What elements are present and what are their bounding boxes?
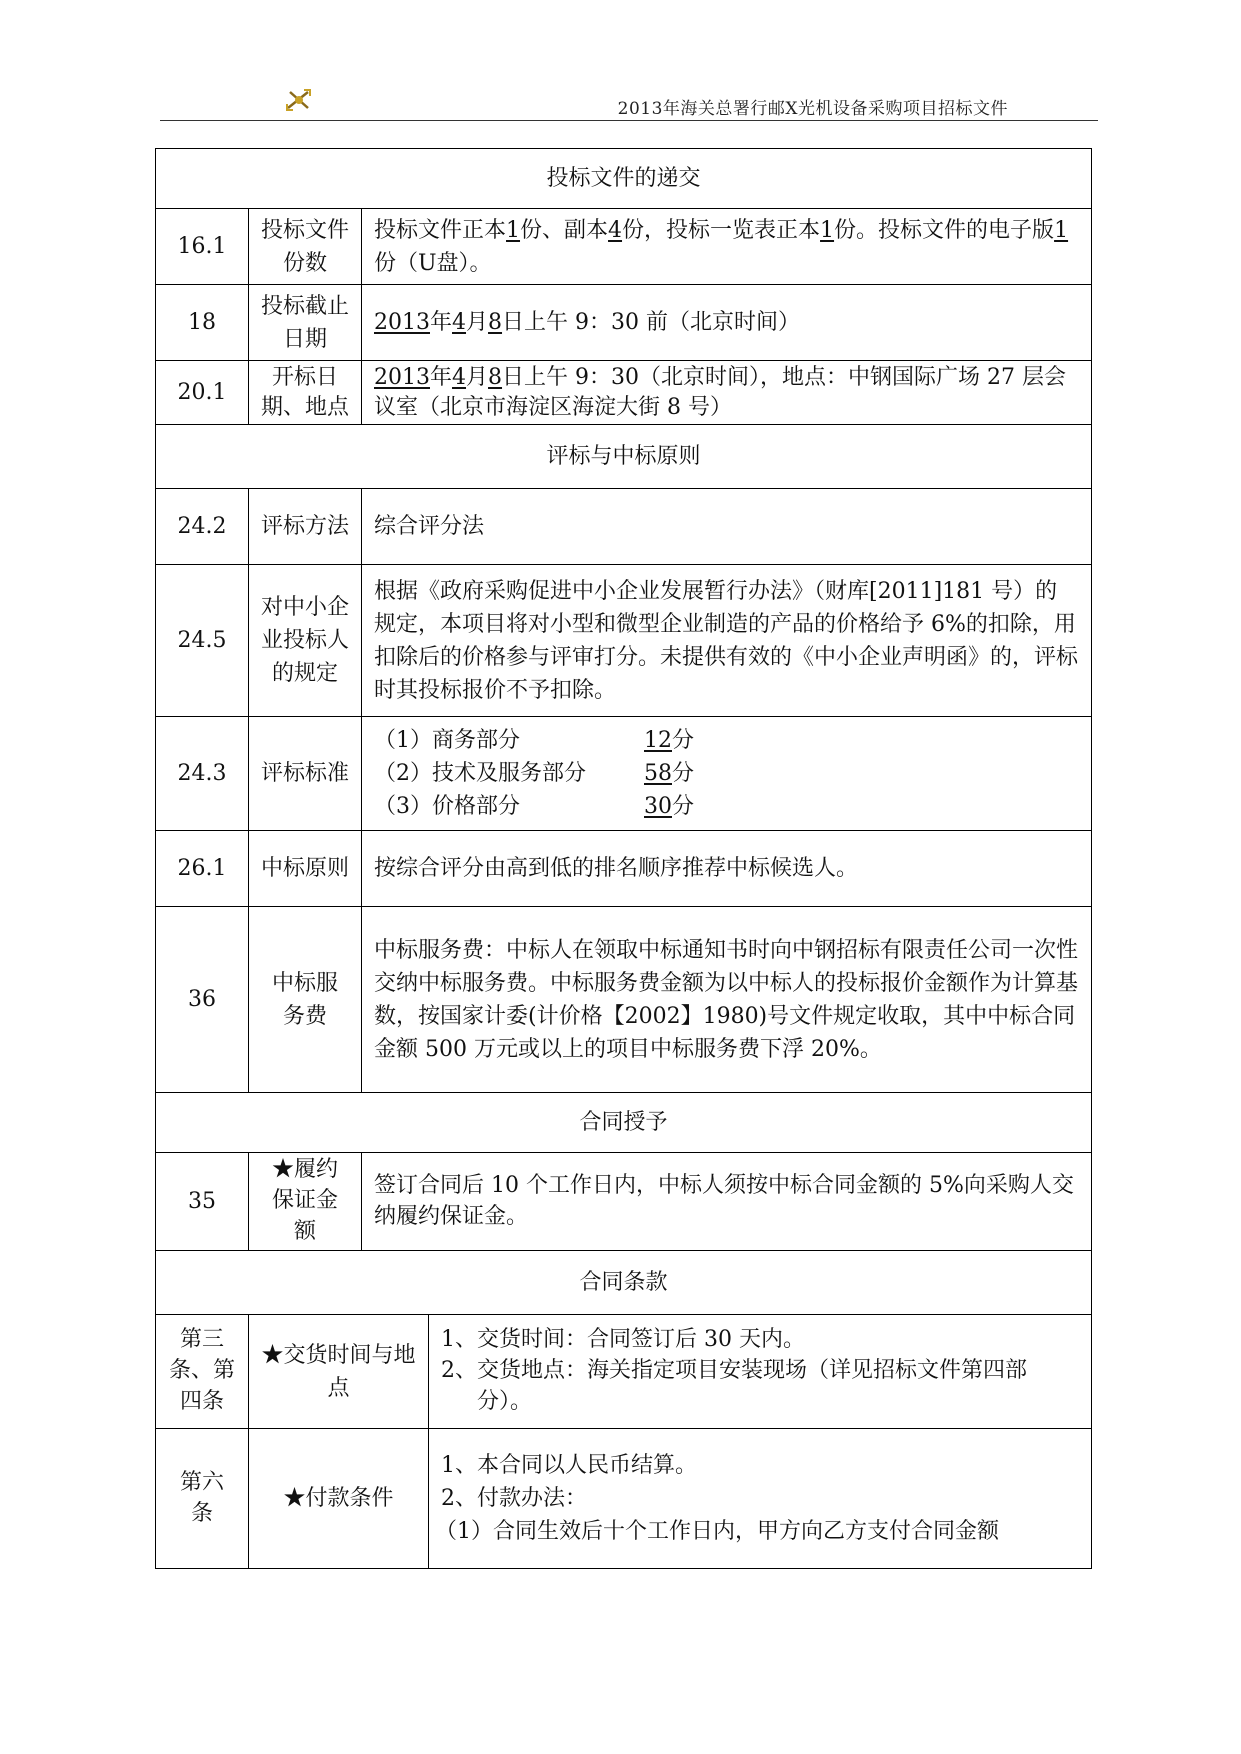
score-unit: 分 <box>672 761 695 786</box>
clause-number: 第三条、第四条 <box>156 1315 249 1429</box>
page-header <box>160 86 1098 121</box>
table-row <box>156 489 1092 565</box>
document-title: 2013年海关总署行邮X光机设备采购项目招标文件 <box>617 99 1008 119</box>
score-item <box>374 757 1079 790</box>
clause-number: 16.1 <box>156 209 249 285</box>
customs-emblem-icon <box>284 86 314 114</box>
table-row <box>156 717 1092 831</box>
clause-content: 签订合同后 10 个工作日内，中标人须按中标合同金额的 5%向采购人交纳履约保证金。 <box>362 1153 1092 1251</box>
clause-number: 第六条 <box>156 1429 249 1569</box>
score-unit: 分 <box>672 794 695 819</box>
clause-label: 中标原则 <box>249 831 362 907</box>
clause-label: 投标文件份数 <box>249 209 362 285</box>
clause-content <box>429 1315 1092 1429</box>
clause-label: ★履约保证金额 <box>249 1153 362 1251</box>
list-item: 2、付款办法： <box>441 1486 587 1511</box>
table-row <box>156 831 1092 907</box>
score-item-name: （3）价格部分 <box>374 794 520 819</box>
list-item: 1、交货时间：合同签订后 30 天内。 <box>441 1327 805 1353</box>
section-heading: 投标文件的递交 <box>156 149 1092 209</box>
section-heading: 评标与中标原则 <box>156 425 1092 489</box>
score-unit: 分 <box>672 728 695 753</box>
table-row <box>156 1315 1092 1429</box>
clause-label: 对中小企业投标人的规定 <box>249 565 362 717</box>
clause-label: 评标方法 <box>249 489 362 565</box>
table-row <box>156 907 1092 1093</box>
clause-number: 24.2 <box>156 489 249 565</box>
section-row <box>156 1251 1092 1315</box>
clause-label: ★付款条件 <box>249 1429 429 1569</box>
score-item-name: （1）商务部分 <box>374 728 520 753</box>
table-row <box>156 1429 1092 1569</box>
score-value: 12 <box>644 728 672 753</box>
score-value: 58 <box>644 761 672 786</box>
bid-data-table <box>155 148 1092 1569</box>
section-heading: 合同授予 <box>156 1093 1092 1153</box>
section-heading: 合同条款 <box>156 1251 1092 1315</box>
section-row <box>156 149 1092 209</box>
clause-content: 中标服务费：中标人在领取中标通知书时向中钢招标有限责任公司一次性交纳中标服务费。中标服务费金额为以中标人的投标报价金额作为计算基数，按国家计委(计价格【2002】1980)号文件规定收取，其中中标合同金额 500 万元或以上的项目中标服务费下浮 20%。 <box>362 907 1092 1093</box>
clause-number: 26.1 <box>156 831 249 907</box>
table-row <box>156 361 1092 425</box>
list-item: （1）合同生效后十个工作日内，甲方向乙方支付合同金额 <box>435 1519 999 1544</box>
list-item: 1、本合同以人民币结算。 <box>441 1453 697 1478</box>
clause-content: 投标文件正本1份、副本4份，投标一览表正本1份。投标文件的电子版1份（U盘）。 <box>362 209 1092 285</box>
clause-number: 24.3 <box>156 717 249 831</box>
score-item-name: （2）技术及服务部分 <box>374 761 586 786</box>
score-value: 30 <box>644 794 672 819</box>
clause-number: 35 <box>156 1153 249 1251</box>
score-item <box>374 724 1079 757</box>
clause-number: 18 <box>156 285 249 361</box>
table-row <box>156 565 1092 717</box>
clause-content <box>429 1429 1092 1569</box>
clause-number: 36 <box>156 907 249 1093</box>
clause-label: 评标标准 <box>249 717 362 831</box>
clause-label: 开标日期、地点 <box>249 361 362 425</box>
clause-content <box>362 717 1092 831</box>
clause-label: 中标服务费 <box>249 907 362 1093</box>
score-item <box>374 790 1079 823</box>
clause-number: 24.5 <box>156 565 249 717</box>
section-row <box>156 425 1092 489</box>
clause-content: 2013年4月8日上午 9：30（北京时间），地点：中钢国际广场 27 层会议室（北京市海淀区海淀大街 8 号） <box>362 361 1092 425</box>
table-row <box>156 285 1092 361</box>
table-row <box>156 1153 1092 1251</box>
clause-label: ★交货时间与地点 <box>249 1315 429 1429</box>
clause-content: 2013年4月8日上午 9：30 前（北京时间） <box>362 285 1092 361</box>
table-row <box>156 209 1092 285</box>
clause-content: 按综合评分由高到低的排名顺序推荐中标候选人。 <box>362 831 1092 907</box>
clause-number: 20.1 <box>156 361 249 425</box>
list-item: 2、交货地点：海关指定项目安装现场（详见招标文件第四部分）。 <box>441 1358 1027 1414</box>
section-row <box>156 1093 1092 1153</box>
clause-content: 根据《政府采购促进中小企业发展暂行办法》（财库[2011]181 号）的规定，本项目将对小型和微型企业制造的产品的价格给予 6%的扣除，用扣除后的价格参与评审打分。未提供有效的《中小企业声明函》的，评标时其投标报价不予扣除。 <box>362 565 1092 717</box>
clause-label: 投标截止日期 <box>249 285 362 361</box>
clause-content: 综合评分法 <box>362 489 1092 565</box>
